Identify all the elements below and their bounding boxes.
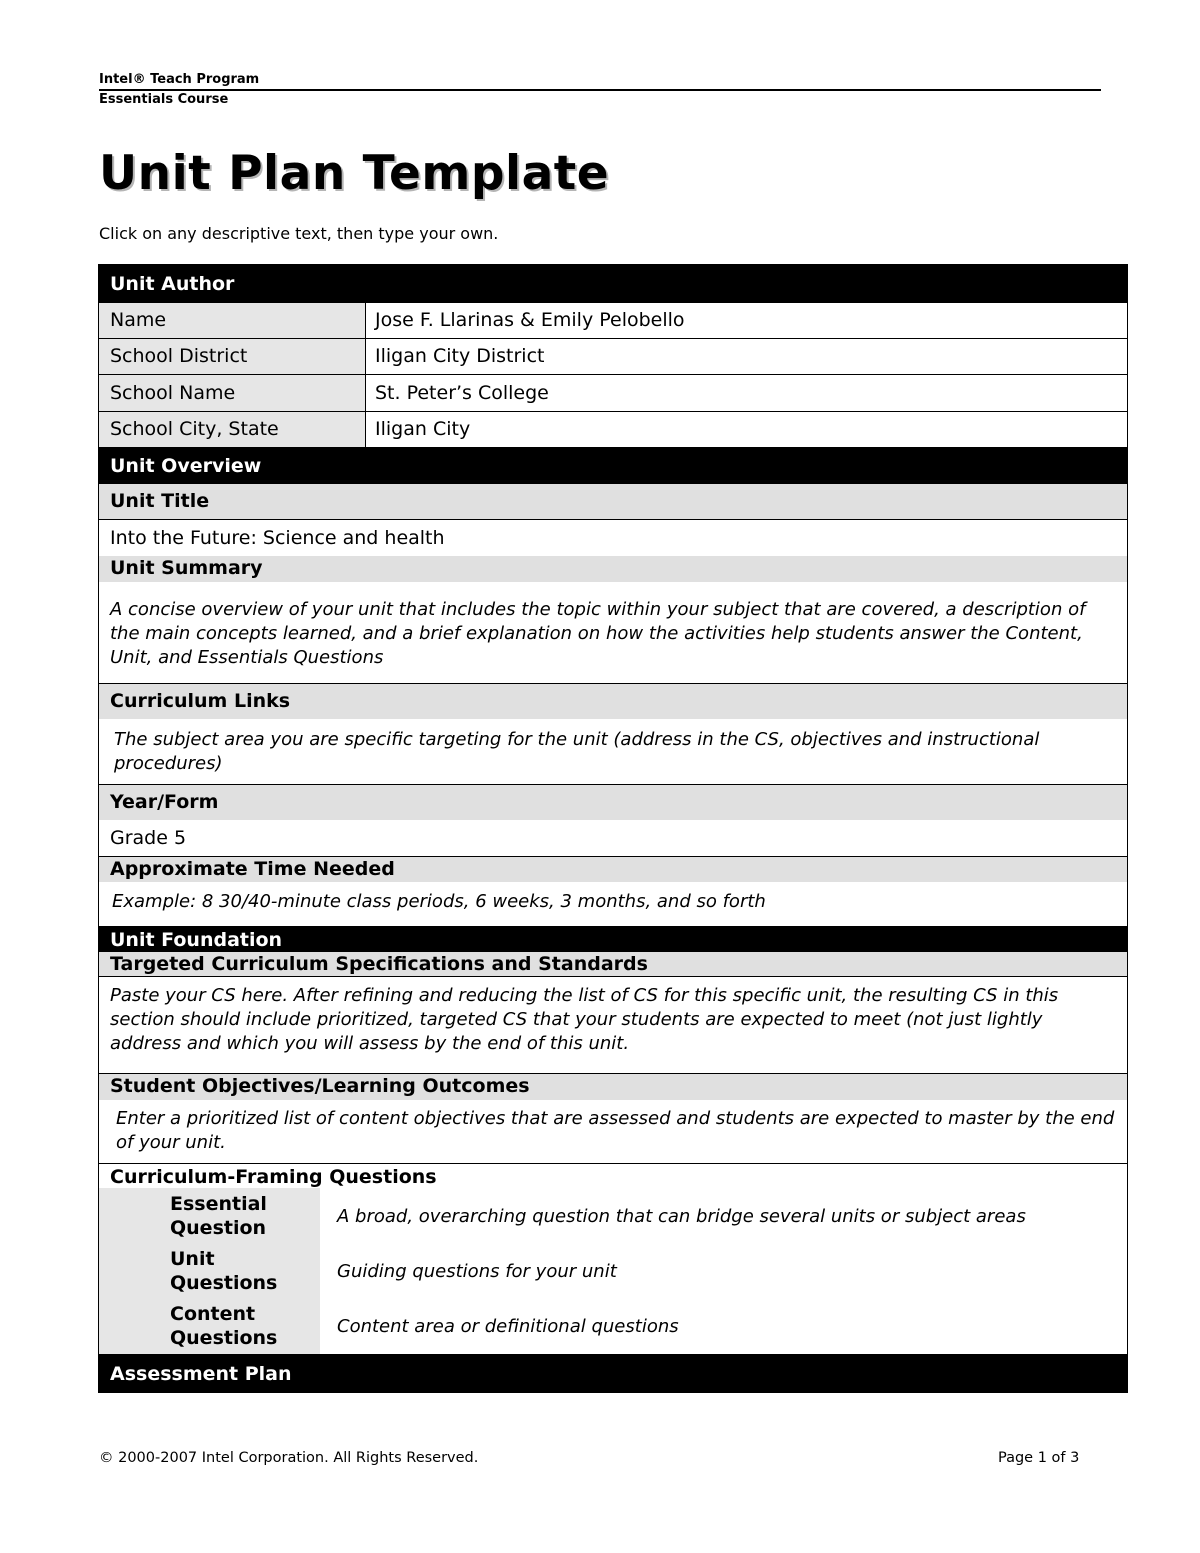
standards-text[interactable]: Paste your CS here. After refining and reducing the list of CS for this specific unit, the resulting CS in this section should include prioritized, targeted CS that your students are expected to meet (not just lightly address and which you will assess by the end of this unit. (99, 977, 1127, 1074)
copyright-text: © 2000-2007 Intel Corporation. All Rights Reserved. (99, 1450, 479, 1466)
standards-label: Targeted Curriculum Specifications and Standards (99, 952, 1127, 977)
school-district-label: School District (99, 339, 366, 374)
essential-question-label: Essential Question (99, 1188, 320, 1244)
unit-title-value[interactable]: Into the Future: Science and health (99, 520, 1127, 556)
curriculum-links-text[interactable]: The subject area you are specific targeting for the unit (address in the CS, objectives and instructional procedures) (99, 719, 1127, 785)
school-district-row (99, 339, 1127, 375)
school-name-row (99, 375, 1127, 412)
school-name-value[interactable]: St. Peter’s College (366, 375, 1127, 411)
school-city-row (99, 412, 1127, 448)
author-name-value[interactable]: Jose F. Llarinas & Emily Pelobello (366, 303, 1127, 338)
time-needed-text[interactable]: Example: 8 30/40-minute class periods, 6 weeks, 3 months, and so forth (99, 882, 1127, 926)
page-header (99, 71, 1101, 108)
assessment-plan-heading: Assessment Plan (99, 1355, 1127, 1392)
time-needed-label: Approximate Time Needed (99, 857, 1127, 882)
unit-questions-label: Unit Questions (99, 1244, 320, 1299)
program-name: Intel® Teach Program (99, 72, 260, 87)
unit-title-label: Unit Title (99, 484, 1127, 520)
year-form-value[interactable]: Grade 5 (99, 820, 1127, 857)
school-city-label: School City, State (99, 412, 366, 447)
objectives-label: Student Objectives/Learning Outcomes (99, 1074, 1127, 1100)
school-city-value[interactable]: Iligan City (366, 412, 1127, 447)
school-district-value[interactable]: Iligan City District (366, 339, 1127, 374)
unit-overview-heading: Unit Overview (99, 448, 1127, 484)
unit-plan-table (98, 264, 1128, 1393)
instruction-text: Click on any descriptive text, then type your own. (99, 224, 499, 243)
page-title: Unit Plan Template (99, 146, 610, 201)
objectives-text[interactable]: Enter a prioritized list of content objectives that are assessed and students are expected to master by the end of your unit. (99, 1100, 1127, 1164)
unit-summary-label: Unit Summary (99, 556, 1127, 582)
author-name-row (99, 303, 1127, 339)
school-name-label: School Name (99, 375, 366, 411)
page-number: Page 1 of 3 (998, 1450, 1080, 1466)
cfq-label: Curriculum-Framing Questions (99, 1164, 1127, 1188)
curriculum-links-label: Curriculum Links (99, 684, 1127, 719)
unit-foundation-heading: Unit Foundation (99, 926, 1127, 952)
header-rule (99, 89, 1101, 91)
year-form-label: Year/Form (99, 785, 1127, 820)
essential-question-row (99, 1188, 1127, 1244)
author-name-label: Name (99, 303, 366, 338)
unit-questions-row (99, 1244, 1127, 1299)
unit-questions-value[interactable]: Guiding questions for your unit (320, 1244, 1127, 1299)
unit-summary-text[interactable]: A concise overview of your unit that includes the topic within your subject that are covered, a description of the main concepts learned, and a brief explanation on how the activities help students answer the Content, Unit, and Essentials Questions (99, 582, 1127, 684)
content-questions-row (99, 1299, 1127, 1355)
essential-question-value[interactable]: A broad, overarching question that can bridge several units or subject areas (320, 1188, 1127, 1244)
content-questions-value[interactable]: Content area or definitional questions (320, 1299, 1127, 1354)
unit-author-heading: Unit Author (99, 265, 1127, 303)
course-name: Essentials Course (99, 92, 229, 107)
content-questions-label: Content Questions (99, 1299, 320, 1354)
